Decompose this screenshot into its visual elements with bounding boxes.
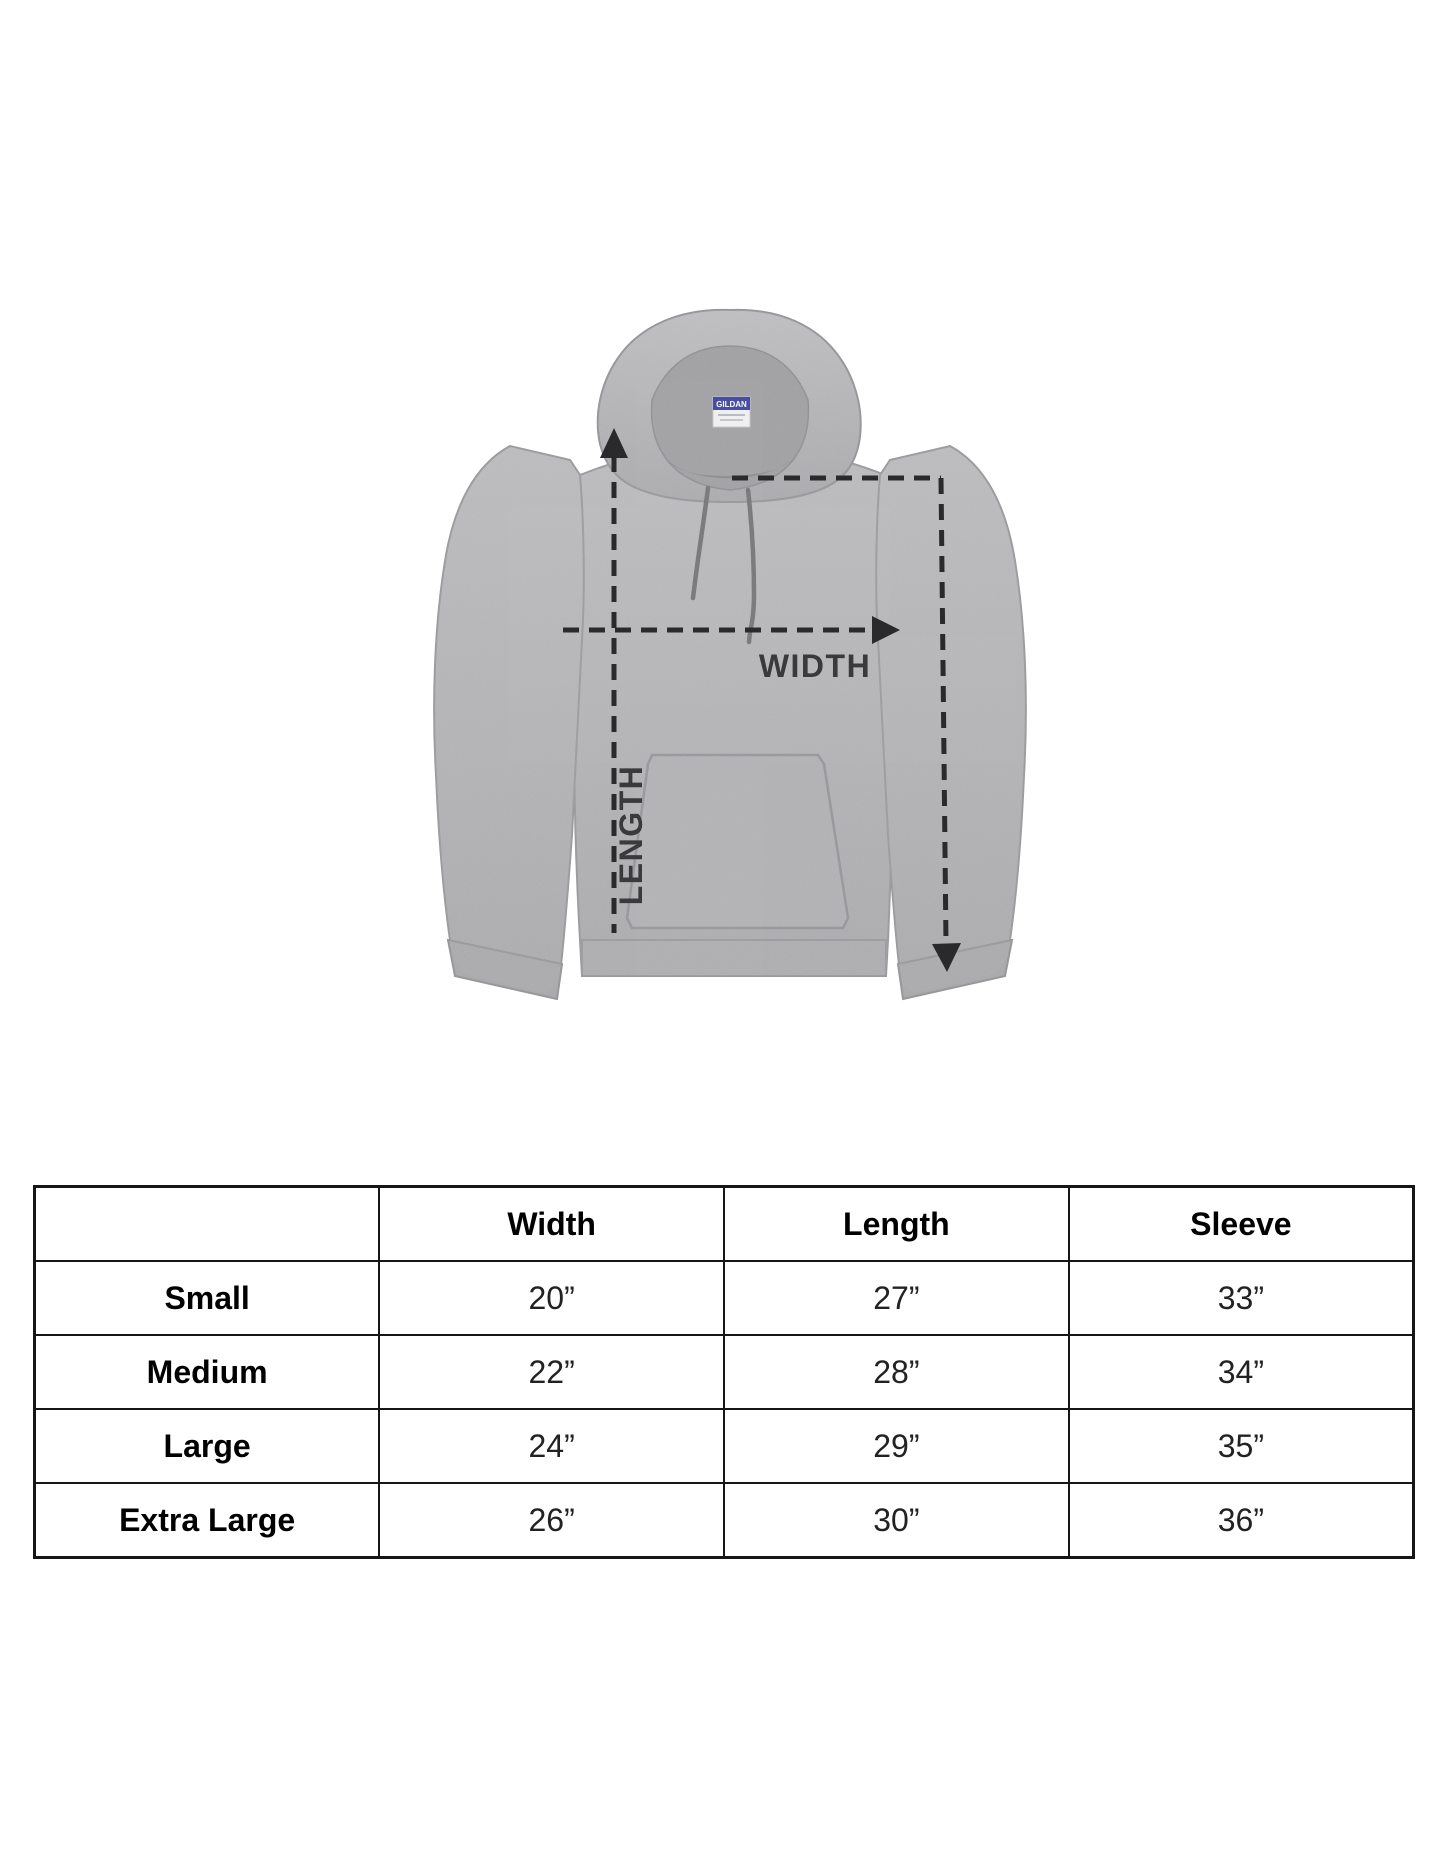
length-value: 28” bbox=[724, 1335, 1069, 1409]
table-row-medium bbox=[35, 1335, 1414, 1409]
size-label: Extra Large bbox=[35, 1483, 380, 1558]
col-header-width: Width bbox=[379, 1187, 724, 1262]
col-header-sleeve: Sleeve bbox=[1069, 1187, 1414, 1262]
width-value: 20” bbox=[379, 1261, 724, 1335]
width-value: 26” bbox=[379, 1483, 724, 1558]
size-label: Small bbox=[35, 1261, 380, 1335]
length-value: 27” bbox=[724, 1261, 1069, 1335]
length-value: 29” bbox=[724, 1409, 1069, 1483]
size-label: Large bbox=[35, 1409, 380, 1483]
sleeve-value: 36” bbox=[1069, 1483, 1414, 1558]
width-label: WIDTH bbox=[758, 648, 872, 684]
table-row-small bbox=[35, 1261, 1414, 1335]
length-label: LENGTH bbox=[613, 764, 649, 906]
sleeve-value: 34” bbox=[1069, 1335, 1414, 1409]
width-value: 22” bbox=[379, 1335, 724, 1409]
table-row-large bbox=[35, 1409, 1414, 1483]
table-header-row bbox=[35, 1187, 1414, 1262]
hoodie-illustration bbox=[340, 250, 1120, 1030]
table-row-extra-large bbox=[35, 1483, 1414, 1558]
hoodie-diagram bbox=[340, 250, 1120, 1030]
col-header-length: Length bbox=[724, 1187, 1069, 1262]
width-value: 24” bbox=[379, 1409, 724, 1483]
col-header-empty bbox=[35, 1187, 380, 1262]
size-label: Medium bbox=[35, 1335, 380, 1409]
brand-tag-text: GILDAN bbox=[716, 400, 747, 409]
sleeve-value: 33” bbox=[1069, 1261, 1414, 1335]
size-chart-table bbox=[33, 1185, 1415, 1559]
sleeve-value: 35” bbox=[1069, 1409, 1414, 1483]
length-value: 30” bbox=[724, 1483, 1069, 1558]
